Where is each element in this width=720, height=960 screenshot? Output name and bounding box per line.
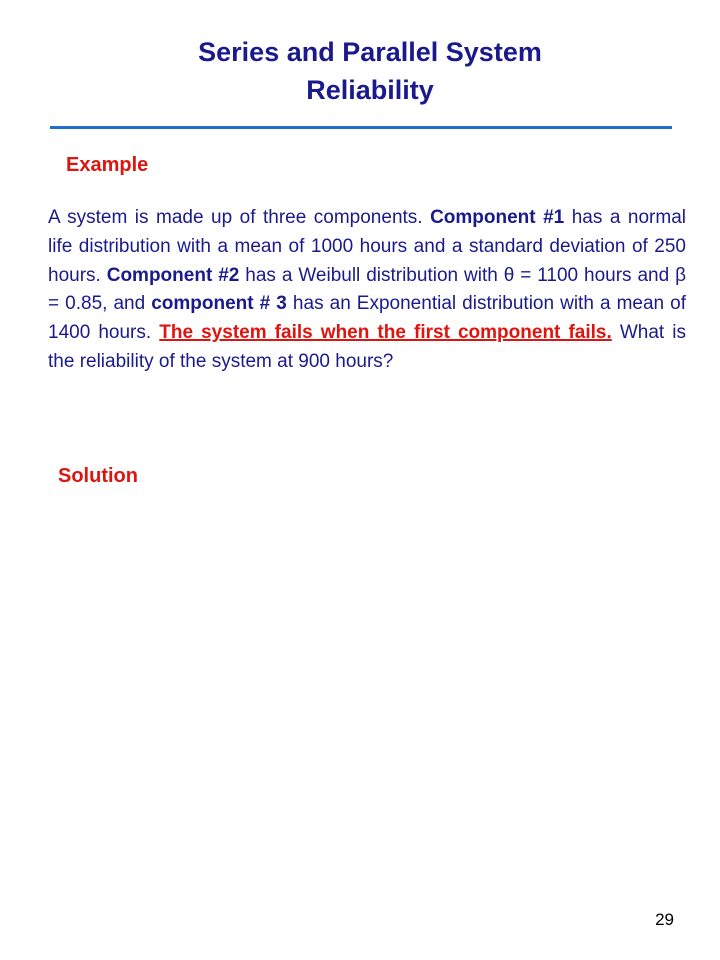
page-title	[40, 33, 700, 109]
problem-text-2: has a normal life distribution with a mean of 1000 hours and a standard deviation of 250 hours.	[48, 207, 686, 286]
component-1-label: Component #1	[430, 207, 565, 228]
problem-text-3: has a Weibull distribution with θ = 1100 hours and β = 0.85, and	[48, 264, 687, 315]
solution-heading: Solution	[58, 465, 138, 487]
component-2-label: Component #2	[106, 264, 240, 286]
title-line-1: Series and Parallel System	[198, 37, 542, 67]
failure-condition: The system fails when the first component fails.	[159, 322, 612, 344]
component-3-label: component # 3	[151, 293, 287, 315]
title-divider	[50, 126, 672, 129]
problem-text-4: has an Exponential distribution with a mean of 1400 hours.	[48, 293, 687, 344]
title-line-2: Reliability	[306, 75, 434, 105]
example-heading: Example	[66, 154, 149, 176]
problem-text-1: A system is made up of three components.	[48, 207, 431, 228]
page-number: 29	[655, 910, 674, 929]
problem-statement	[48, 204, 686, 377]
problem-text-5: What is the reliability of the system at 900 hours?	[48, 322, 687, 372]
